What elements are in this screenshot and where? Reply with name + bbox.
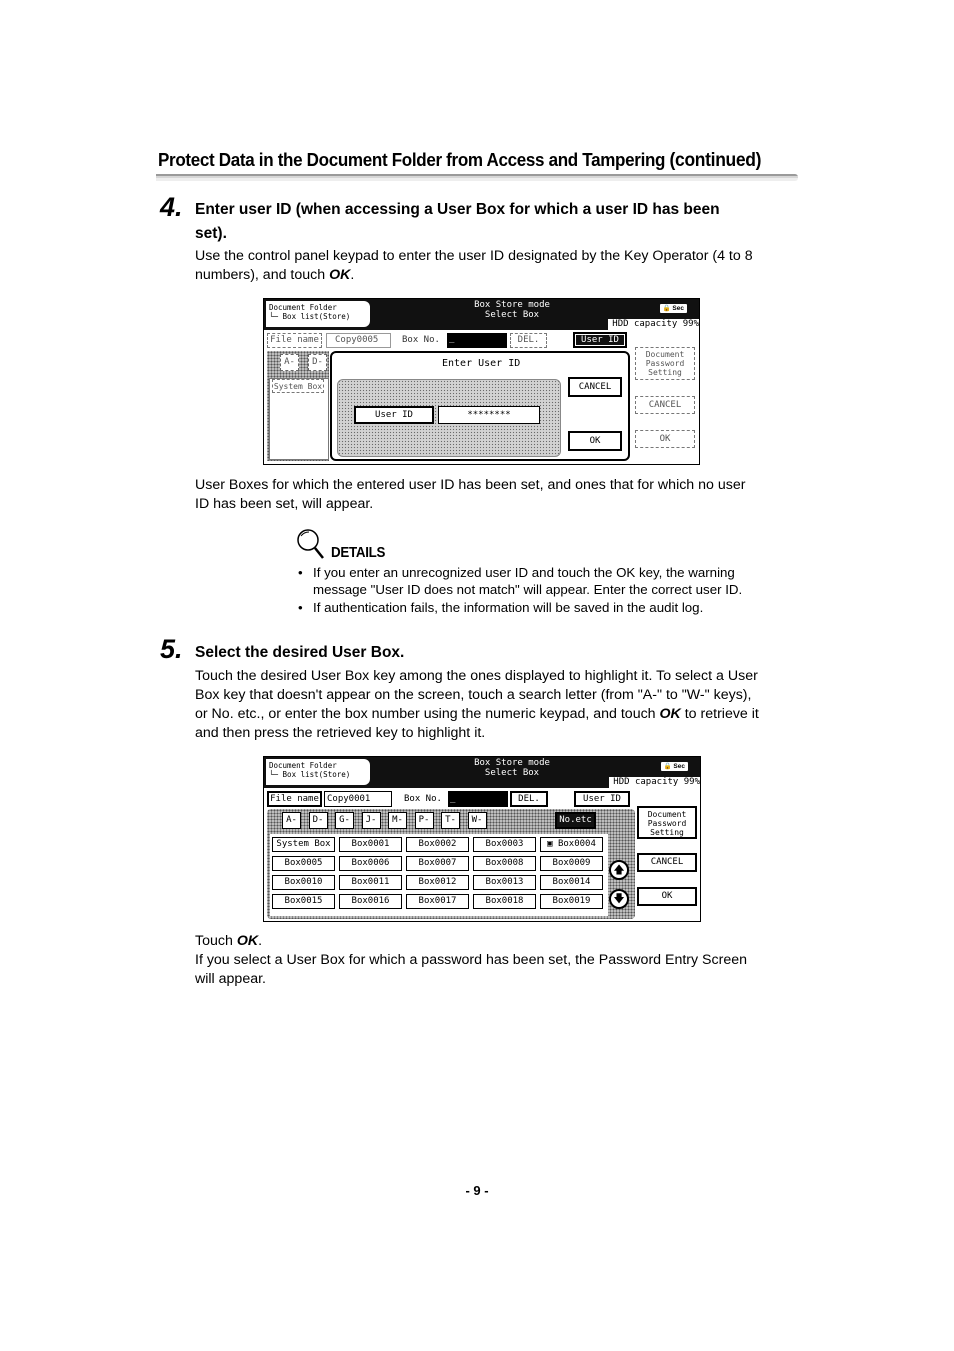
cancel-button[interactable]: CANCEL [635,396,695,414]
bullet-dot: • [298,600,303,615]
box-no-input[interactable]: _ [447,333,507,348]
user-box-button[interactable]: Box0011 [339,875,402,890]
box-no-label: Box No. [402,335,440,345]
letter-button-t[interactable]: T- [441,812,460,829]
user-box-button[interactable]: Box0010 [272,875,335,890]
file-name-field[interactable]: Copy0005 [326,333,391,348]
step-4-body-line2-end: . [350,267,355,283]
breadcrumb-root: Document Folder [269,761,337,770]
document-password-setting-button[interactable] [637,806,697,839]
screen-title [442,300,582,320]
step-5-body-line2: Box key that doesn't appear on the screen, touch a search letter (from "A-" to "W-" keys), [195,687,752,703]
section-title-continued: (continued) [669,150,762,171]
box-no-input[interactable]: _ [448,791,508,807]
user-box-button[interactable]: Box0019 [540,894,603,909]
doc-pw-line1: Document [647,810,687,819]
del-button[interactable]: DEL. [510,333,547,348]
dialog-cancel-button[interactable]: CANCEL [568,377,622,397]
screen-mode-label: Box Store mode [474,300,550,310]
step-4-after-text [195,476,795,514]
user-id-tab[interactable]: User ID [574,791,630,807]
step-5-body-line1: Touch the desired User Box key among the ones displayed to highlight it. To select a User [195,668,758,684]
user-box-button[interactable]: Box0013 [473,875,536,890]
breadcrumb-root: Document Folder [269,303,337,312]
step-5-final-line2: will appear. [195,971,266,987]
user-box-button[interactable]: Box0016 [339,894,402,909]
step-5-body-line3 [195,705,795,724]
page-number: - 9 - [465,1183,489,1198]
step-4-heading-line1: Enter user ID (when accessing a User Box for which a user ID has been [195,201,720,218]
dialog-user-id-field[interactable]: ******** [438,406,540,424]
file-name-field[interactable]: Copy0001 [324,791,392,807]
hdd-capacity: HDD capacity 99% [608,319,699,330]
screen-title [442,758,582,778]
screen-enter-user-id [263,298,700,465]
file-name-button[interactable]: File name [267,791,322,807]
system-box-button[interactable]: System Box [272,379,324,393]
screen-select-box [263,756,701,922]
details-bullet-2-text: If authentication fails, the information will be saved in the audit log. [313,600,704,615]
user-box-button[interactable]: Box0009 [540,856,603,871]
step-5-body [195,667,795,743]
doc-pw-line2: Password [645,359,685,368]
letter-button-d[interactable]: D- [309,812,328,829]
box-list-area [269,378,329,460]
user-id-tab[interactable]: User ID [573,332,627,348]
user-box-button[interactable]: Box0001 [339,837,402,852]
details-bullet-1-text [313,564,795,598]
breadcrumb [266,759,370,785]
password-lock-icon: ▣ [547,839,558,849]
step-5-body-line3-text: or No. etc., or enter the box number using the numeric keypad, and touch [195,706,660,722]
letter-button-a[interactable]: A- [282,812,301,829]
ok-key-reference: OK [659,706,681,722]
user-box-button[interactable]: Box0003 [473,837,536,852]
del-button[interactable]: DEL. [510,791,548,807]
section-title [158,149,761,172]
letter-button-a[interactable]: A- [280,354,299,371]
doc-pw-line3: Setting [650,828,684,837]
details-bullet-1-line1: If you enter an unrecognized user ID and touch the OK key, the warning [313,565,735,580]
cancel-button[interactable]: CANCEL [637,853,697,872]
doc-pw-line2: Password [647,819,687,828]
breadcrumb [266,301,370,327]
security-badge: 🔒 Sec [660,304,687,313]
step-5-number: 5. [160,634,183,664]
step-4-body-line2-text: numbers), and touch [195,267,330,283]
step-5-heading: Select the desired User Box. [195,644,405,661]
enter-user-id-dialog [330,351,630,461]
dialog-input-area [337,379,561,457]
step-5-closing [195,932,795,989]
user-box-button[interactable] [540,837,603,852]
letter-button-g[interactable]: G- [335,812,354,829]
security-badge-text: Sec [673,763,685,770]
details-bullet-1-line2: message "User ID does not match" will appear. Enter the correct user ID. [313,582,743,597]
ok-button[interactable]: OK [637,887,697,906]
breadcrumb-current: └─ Box list(Store) [269,312,351,321]
details-bullet-1 [298,564,795,598]
hdd-capacity: HDD capacity 99% [609,777,700,788]
touch-ok-text: Touch [195,933,237,949]
step-4-heading [195,198,720,246]
dialog-ok-button[interactable]: OK [568,431,622,451]
details-label: DETAILS [331,545,386,561]
doc-pw-line1: Document [645,350,685,359]
no-etc-button[interactable]: No.etc [555,812,596,829]
screen-subtitle: Select Box [484,310,540,320]
dialog-user-id-label[interactable]: User ID [354,406,434,424]
user-box-button[interactable]: Box0014 [540,875,603,890]
letter-button-j[interactable]: J- [362,812,381,829]
letter-button-d[interactable]: D- [308,354,327,371]
step-4-after-line1: User Boxes for which the entered user ID has been set, and ones that for which no user [195,477,746,493]
screen-subtitle: Select Box [484,768,540,778]
touch-ok-end: . [258,933,263,949]
system-box-button[interactable]: System Box [272,837,335,852]
scroll-up-icon[interactable]: 🡅 [609,860,629,880]
user-box-button[interactable]: Box0002 [406,837,469,852]
user-box-button[interactable]: Box0012 [406,875,469,890]
step-4-body-line1: Use the control panel keypad to enter the user ID designated by the Key Operator (4 to 8 [195,248,753,264]
step-5-final-line1: If you select a User Box for which a password has been set, the Password Entry Screen [195,952,748,968]
touch-ok-line [195,932,795,951]
screen-mode-label: Box Store mode [474,758,550,768]
step-4-body-line2 [195,266,795,285]
ok-key-reference: OK [329,267,351,283]
letter-button-w[interactable]: W- [468,812,487,829]
step-4-body [195,247,795,285]
document-password-setting-button[interactable] [635,347,695,380]
screen-top-bar [264,757,700,788]
user-box-button[interactable]: Box0006 [339,856,402,871]
security-badge-text: Sec [672,305,684,312]
header-rule [156,174,798,181]
magnifier-icon [295,528,325,560]
details-bullet-2 [298,599,795,616]
bullet-dot: • [298,565,303,580]
step-4-heading-line2: set). [195,225,227,242]
user-box-button[interactable]: Box0017 [406,894,469,909]
breadcrumb-current: └─ Box list(Store) [269,770,351,779]
file-name-button[interactable]: File name [267,333,322,348]
screen-top-bar [264,299,699,330]
section-title-text: Protect Data in the Document Folder from Access and Tampering [158,149,666,170]
doc-pw-line3: Setting [648,368,682,377]
step-5-body-line4: and then press the retrieved key to highlight it. [195,725,486,741]
step-5-body-line3-end: to retrieve it [680,706,759,722]
box-no-label: Box No. [404,794,442,804]
ok-key-reference: OK [236,933,259,949]
user-box-button[interactable]: Box0008 [473,856,536,871]
user-box-button[interactable]: Box0007 [406,856,469,871]
letter-button-p[interactable]: P- [415,812,434,829]
user-box-button[interactable]: Box0005 [272,856,335,871]
ok-button[interactable]: OK [635,430,695,448]
user-box-button[interactable]: Box0018 [473,894,536,909]
scroll-down-icon[interactable]: 🡇 [609,889,629,909]
user-box-button[interactable]: Box0015 [272,894,335,909]
user-box-label: Box0004 [557,839,596,849]
step-4-after-line2: ID has been set, will appear. [195,496,374,512]
dialog-title: Enter User ID [442,358,521,369]
letter-button-m[interactable]: M- [388,812,407,829]
step-4-number: 4. [160,192,183,222]
security-badge: 🔒 Sec [661,762,688,771]
